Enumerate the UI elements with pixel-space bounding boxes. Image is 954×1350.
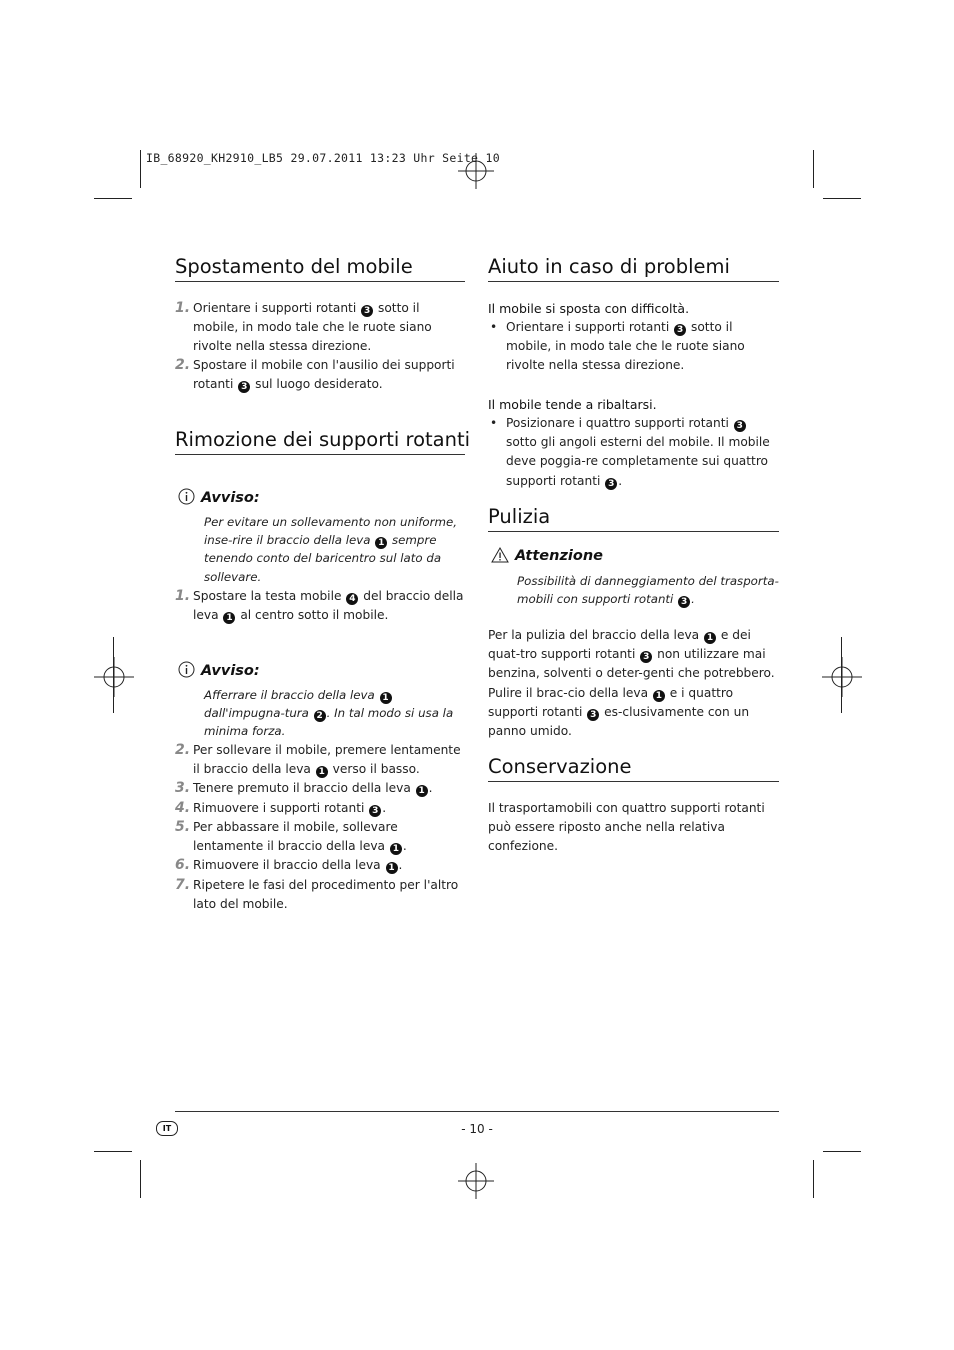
crop-mark xyxy=(140,1160,141,1198)
ref-badge: 2 xyxy=(314,710,326,722)
section-title-spostamento xyxy=(175,255,465,282)
warning-text xyxy=(517,572,779,608)
step-text: Ripetere le fasi del procedimento per l'altro lato del mobile. xyxy=(193,878,459,912)
step-text: sotto il mobile, in modo tale che le ruote siano rivolte nella stessa direzione. xyxy=(193,301,432,354)
print-slug: IB_68920_KH2910_LB5 29.07.2011 13:23 Uhr Seite 10 xyxy=(146,151,500,165)
step-number: 6. xyxy=(175,857,191,873)
para-text: non utilizzare mai benzina, solventi o deter-genti che potrebbero. Pulire il brac-cio della leva xyxy=(488,647,775,700)
warning-header xyxy=(491,547,603,564)
bullet-text: . xyxy=(618,473,623,488)
cleaning-paragraph xyxy=(488,626,779,741)
storage-paragraph: Il trasportamobili con quattro supporti rotanti può essere riposto anche nella relativa confezione. xyxy=(488,801,765,854)
bullet-icon: • xyxy=(490,416,498,430)
list-item xyxy=(175,587,465,625)
ref-badge: 1 xyxy=(653,690,665,702)
step-text: al centro sotto il mobile. xyxy=(240,608,389,623)
step-number: 7. xyxy=(175,877,191,893)
bullet-text: Orientare i supporti rotanti xyxy=(506,320,670,334)
crop-mark xyxy=(94,198,132,199)
info-icon xyxy=(178,661,195,678)
ref-badge: 1 xyxy=(704,632,716,644)
step-text: Spostare la testa mobile xyxy=(193,589,342,603)
step-text: del braccio della leva xyxy=(193,589,464,623)
list-item xyxy=(175,299,465,357)
crop-mark xyxy=(823,198,861,199)
step-text: Orientare i supporti rotanti xyxy=(193,301,357,315)
crop-mark xyxy=(823,1151,861,1152)
step-text: . xyxy=(402,839,407,854)
ref-badge: 3 xyxy=(361,305,373,317)
crop-mark xyxy=(94,1151,132,1152)
step-number: 2. xyxy=(175,357,191,373)
note-header xyxy=(178,488,260,506)
heading: Rimozione dei supporti rotanti xyxy=(175,428,465,455)
ref-badge: 1 xyxy=(380,692,392,704)
step-number: 3. xyxy=(175,780,191,796)
warning-label: Attenzione xyxy=(515,548,603,564)
ref-badge: 1 xyxy=(390,843,402,855)
ref-badge: 1 xyxy=(416,785,428,797)
warning-triangle-icon xyxy=(491,547,509,563)
step-text: Per sollevare il mobile, premere lentamente il braccio della leva xyxy=(193,743,461,777)
crop-mark xyxy=(113,637,114,713)
note-header xyxy=(178,661,260,679)
step-text: Rimuovere il braccio della leva xyxy=(193,858,381,872)
ref-badge: 1 xyxy=(375,537,387,549)
note-text xyxy=(204,513,466,586)
info-icon xyxy=(178,488,195,505)
heading: Conservazione xyxy=(488,755,779,782)
step-number: 1. xyxy=(175,588,191,604)
step-text: Rimuovere i supporti rotanti xyxy=(193,801,365,815)
para-text: Per la pulizia del braccio della leva xyxy=(488,628,700,642)
ref-badge: 3 xyxy=(238,381,250,393)
section-title-aiuto xyxy=(488,255,779,282)
crop-mark xyxy=(813,1160,814,1198)
ref-badge: 3 xyxy=(369,805,381,817)
ref-badge: 3 xyxy=(678,596,690,608)
bullet-text: Posizionare i quattro supporti rotanti xyxy=(506,416,729,430)
list-item xyxy=(175,856,465,875)
bullet-text: sotto il mobile, in modo tale che le ruote siano rivolte nella stessa direzione. xyxy=(506,320,745,373)
registration-mark-icon xyxy=(458,1163,494,1199)
heading: Pulizia xyxy=(488,505,779,532)
list-item xyxy=(175,818,465,856)
step-text: . xyxy=(398,858,403,872)
step-number: 1. xyxy=(175,300,191,316)
list-item xyxy=(175,799,465,818)
step-text: Per abbassare il mobile, sollevare lentamente il braccio della leva xyxy=(193,820,398,854)
note-text-part: Per evitare un sollevamento non uniforme, inse-rire il braccio della leva xyxy=(204,515,457,548)
ref-badge: 3 xyxy=(640,651,652,663)
footer-divider xyxy=(175,1111,779,1112)
section-title-pulizia xyxy=(488,505,779,532)
bullet-text: sotto gli angoli esterni del mobile. Il mobile deve poggia-re completamente sui quattro supporti rotanti xyxy=(506,435,770,488)
step-text: . xyxy=(382,801,387,815)
note-text-part: Afferrare il braccio della leva xyxy=(204,688,375,702)
bullet-icon: • xyxy=(490,320,498,334)
step-text: . xyxy=(428,781,433,795)
ref-badge: 3 xyxy=(587,709,599,721)
para-text: e dei quat-tro supporti rotanti xyxy=(488,628,751,662)
step-text: Tenere premuto il braccio della leva xyxy=(193,781,411,795)
warning-text-part: Possibilità di danneggiamento del trasporta-mobili con supporti rotanti xyxy=(517,574,779,607)
ref-badge: 3 xyxy=(674,324,686,336)
crop-mark xyxy=(841,637,842,713)
step-number: 2. xyxy=(175,742,191,758)
crop-mark xyxy=(140,150,141,188)
heading: Spostamento del mobile xyxy=(175,255,465,282)
note-text-part: . In tal modo si usa la minima forza. xyxy=(204,706,454,739)
registration-mark-icon xyxy=(822,657,862,697)
note-text-part: sempre tenendo conto del baricentro sul lato da sollevare. xyxy=(204,533,442,584)
list-item xyxy=(175,779,465,798)
para-text: e i quattro supporti rotanti xyxy=(488,685,734,719)
ref-badge: 4 xyxy=(346,593,358,605)
ref-badge: 1 xyxy=(386,862,398,874)
para-text: es-clusivamente con un panno umido. xyxy=(488,704,750,739)
list-item xyxy=(175,741,465,779)
list-item xyxy=(175,356,465,394)
note-text xyxy=(204,686,466,741)
subheading: Il mobile si sposta con difficoltà. xyxy=(488,301,690,316)
section-title-conservazione xyxy=(488,755,779,782)
crop-mark xyxy=(813,150,814,188)
note-text-part: dall'impugna-tura xyxy=(204,706,309,721)
heading: Aiuto in caso di problemi xyxy=(488,255,779,282)
step-number: 5. xyxy=(175,819,191,835)
warning-text-part: . xyxy=(691,592,695,607)
step-number: 4. xyxy=(175,800,191,816)
ref-badge: 1 xyxy=(316,766,328,778)
registration-mark-icon xyxy=(94,657,134,697)
step-text: Spostare il mobile con l'ausilio dei supporti rotanti xyxy=(193,358,455,392)
step-text: sul luogo desiderato. xyxy=(255,377,383,392)
ref-badge: 3 xyxy=(605,478,617,490)
ref-badge: 1 xyxy=(223,612,235,624)
note-label: Avviso: xyxy=(201,663,260,679)
note-label: Avviso: xyxy=(201,490,260,506)
list-item xyxy=(488,414,779,491)
page-number: - 10 - xyxy=(461,1122,493,1136)
ref-badge: 3 xyxy=(734,420,746,432)
list-item xyxy=(175,876,465,914)
section-title-rimozione xyxy=(175,428,471,455)
step-text: verso il basso. xyxy=(332,762,420,777)
list-item xyxy=(488,318,779,376)
subheading: Il mobile tende a ribaltarsi. xyxy=(488,397,657,412)
language-badge: IT xyxy=(156,1121,178,1136)
